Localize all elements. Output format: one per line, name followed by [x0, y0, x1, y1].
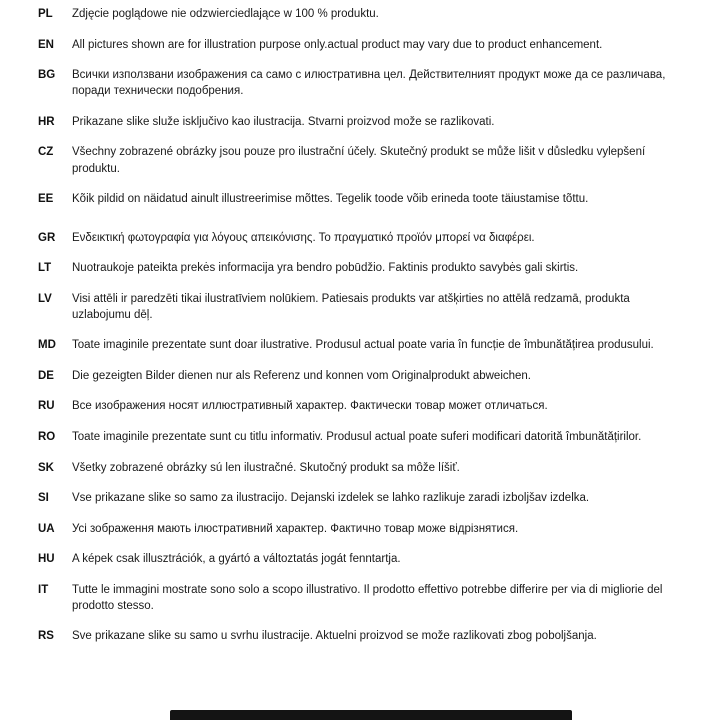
lang-row-ua — [38, 521, 690, 537]
lang-row-ro — [38, 429, 690, 445]
lang-code: HR — [38, 115, 55, 128]
lang-row-en — [38, 37, 690, 53]
disclaimer-text: Die gezeigten Bilder dienen nur als Referenz und konnen vom Originalprodukt abweichen. — [72, 369, 532, 382]
disclaimer-text: Ενδεικτική φωτογραφία για λόγους απεικόνισης. Το πραγματικό προϊόν μπορεί να διαφέρει. — [72, 231, 535, 244]
disclaimer-text: Všechny zobrazené obrázky jsou pouze pro ilustrační účely. Skutečný produkt se může lišit v důsledku vylepšení produktu. — [72, 146, 646, 175]
lang-row-gr — [38, 230, 690, 246]
lang-code: PL — [38, 8, 53, 20]
lang-code: SI — [38, 492, 49, 505]
lang-row-md — [38, 337, 690, 353]
lang-row-pl — [38, 6, 690, 22]
lang-code: MD — [38, 339, 56, 352]
lang-code: RU — [38, 400, 55, 413]
lang-code: LV — [38, 292, 52, 305]
disclaimer-text: A képek csak illusztrációk, a gyártó a változtatás jogát fenntartja. — [72, 553, 401, 566]
disclaimer-text: Все изображения носят иллюстративный характер. Фактически товар может отличаться. — [72, 400, 548, 413]
disclaimer-text: Kõik pildid on näidatud ainult illustreerimise mõttes. Tegelik toode võib erineda toote täiustamise tõttu. — [72, 193, 589, 206]
disclaimer-text: Visi attēli ir paredzēti tikai ilustratīviem nolūkiem. Patiesais produkts var atšķirties no attēlā redzamā, produkta uzlabojumu dēļ. — [72, 292, 630, 321]
lang-code: BG — [38, 69, 56, 82]
lang-code: UA — [38, 522, 55, 535]
disclaimer-text: Vse prikazane slike so samo za ilustracijo. Dejanski izdelek se lahko razlikuje zaradi izboljšav izdelka. — [72, 492, 590, 505]
lang-code: CZ — [38, 146, 54, 159]
disclaimer-text: Усі зображення мають ілюстративний характер. Фактично товар може відрізнятися. — [72, 522, 519, 535]
lang-code: LT — [38, 262, 52, 275]
lang-code: SK — [38, 461, 54, 474]
disclaimer-text: Nuotraukoje pateikta prekės informacija yra bendro pobūdžio. Faktinis produkto savybės gali skirtis. — [72, 262, 579, 275]
lang-code: DE — [38, 369, 54, 382]
lang-code: RS — [38, 630, 54, 643]
disclaimer-text: All pictures shown are for illustration purpose only.actual product may vary due to product enhancement. — [72, 38, 603, 51]
disclaimer-text: Tutte le immagini mostrate sono solo a scopo illustrativo. Il prodotto effettivo potrebbe differire per via di migliorie del prodotto stesso. — [72, 583, 663, 612]
lang-row-sk — [38, 460, 690, 476]
lang-code: EE — [38, 193, 54, 206]
disclaimer-text: Zdjęcie poglądowe nie odzwierciedlające w 100 % produktu. — [72, 8, 379, 20]
disclaimer-text: Toate imaginile prezentate sunt cu titlu informativ. Produsul actual poate suferi modificari datorită îmbunătățirilor. — [72, 430, 642, 443]
lang-row-hu — [38, 551, 690, 567]
disclaimer-text: Sve prikazane slike su samo u svrhu ilustracije. Aktuelni proizvod se može razlikovati zbog poboljšanja. — [72, 630, 597, 643]
bottom-edge-bar — [170, 710, 572, 720]
lang-row-lt — [38, 260, 690, 276]
disclaimer-text: Všetky zobrazené obrázky sú len ilustračné. Skutočný produkt sa môže líšiť. — [72, 461, 460, 474]
lang-row-de — [38, 368, 690, 384]
lang-row-ru — [38, 398, 690, 414]
lang-row-ee — [38, 191, 690, 207]
lang-code: GR — [38, 231, 56, 244]
lang-row-hr — [38, 114, 690, 130]
lang-row-bg — [38, 67, 690, 100]
lang-row-it — [38, 582, 690, 615]
lang-row-rs — [38, 628, 690, 644]
disclaimer-document — [38, 6, 690, 659]
disclaimer-text: Всички използвани изображения са само с илюстративна цел. Действителният продукт може да се различава, поради технически подобрения. — [72, 69, 666, 98]
lang-code: IT — [38, 583, 49, 596]
disclaimer-text: Prikazane slike služe isključivo kao ilustracija. Stvarni proizvod može se razlikovati. — [72, 115, 495, 128]
lang-code: EN — [38, 38, 54, 51]
lang-row-cz — [38, 144, 690, 177]
lang-row-si — [38, 490, 690, 506]
lang-row-lv — [38, 291, 690, 324]
disclaimer-text: Toate imaginile prezentate sunt doar ilustrative. Produsul actual poate varia în funcție de îmbunătățirea produsului. — [72, 339, 654, 352]
lang-code: HU — [38, 553, 55, 566]
lang-code: RO — [38, 430, 56, 443]
